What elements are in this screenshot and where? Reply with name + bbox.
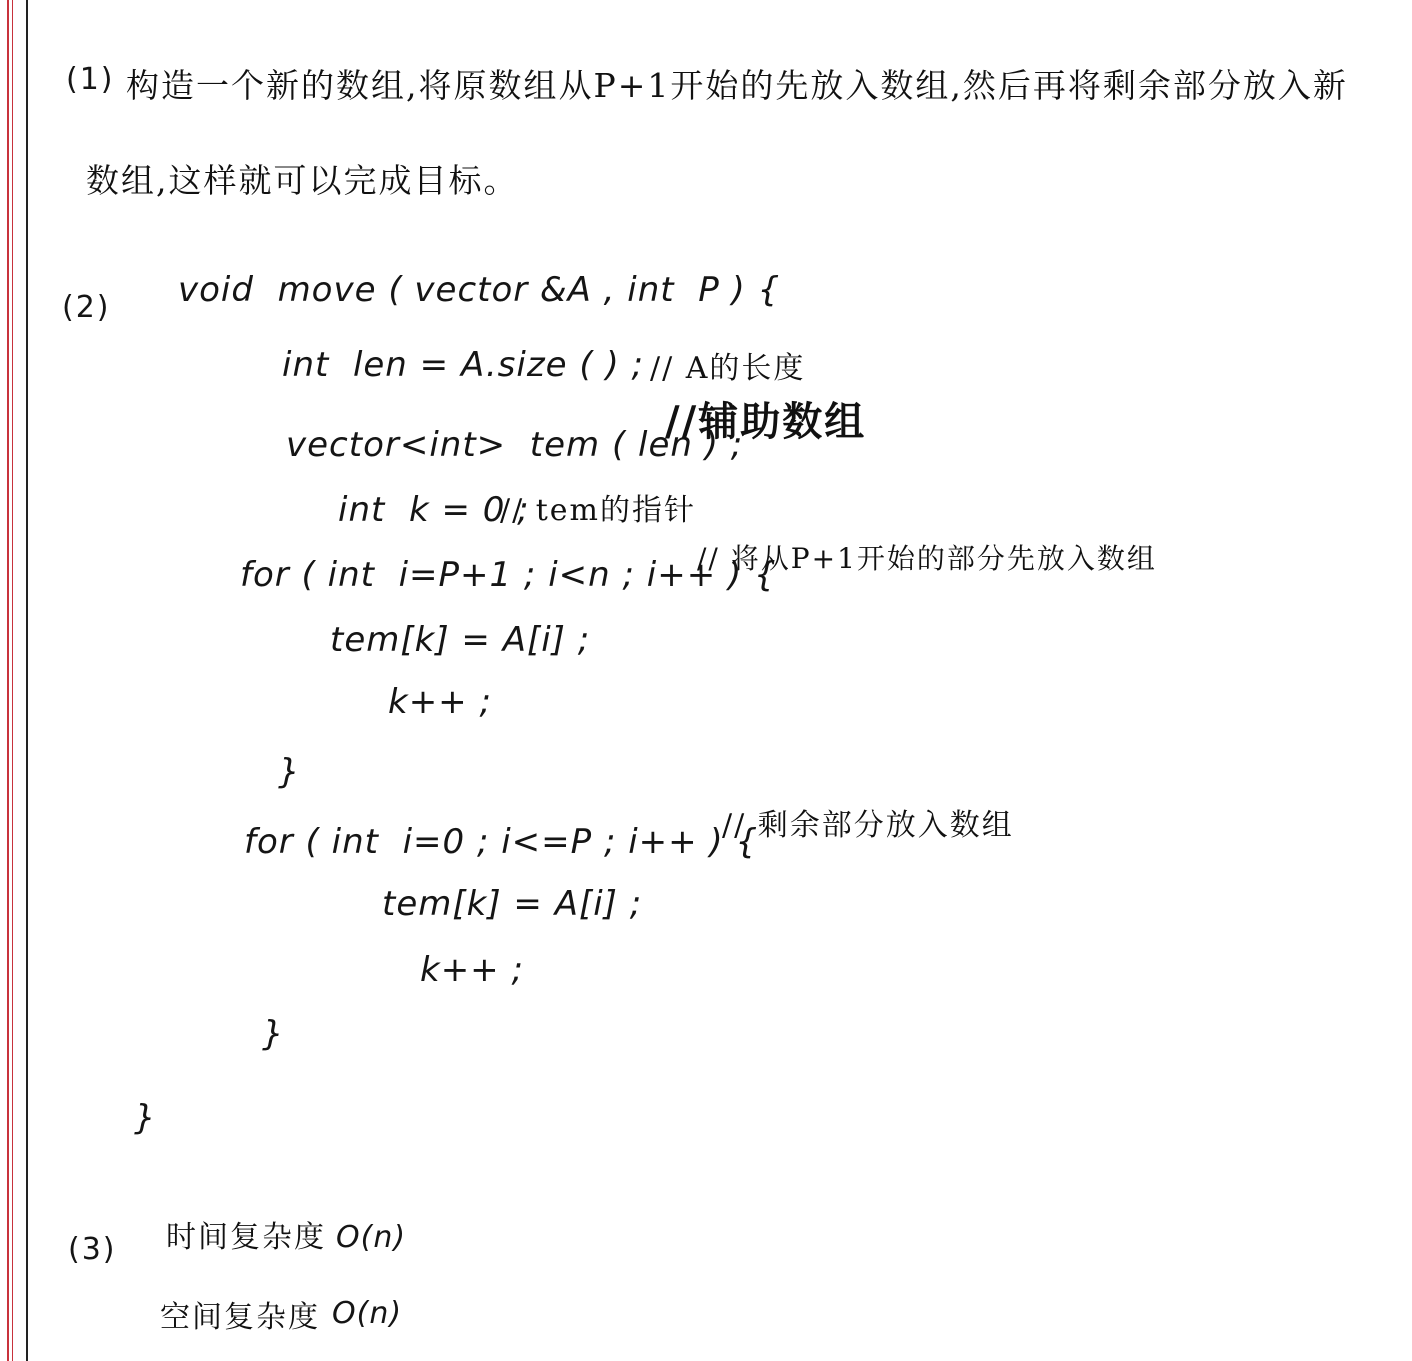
for-loop-1-comment: // 将从P+1开始的部分先放入数组 (697, 542, 1157, 575)
increment-1: k++ ; (388, 682, 492, 722)
time-complexity-value: O(n) (336, 1220, 407, 1255)
close-brace-1: } (278, 752, 301, 792)
k-declaration: int k = 0 ; (338, 490, 530, 530)
space-complexity-value: O(n) (332, 1296, 403, 1331)
close-brace-2: } (262, 1014, 285, 1054)
part1-label: (1) (66, 62, 115, 97)
tem-comment: //辅助数组 (665, 398, 867, 445)
part3-label: (3) (68, 1232, 117, 1267)
increment-2: k++ ; (420, 950, 524, 990)
for-loop-2-comment: // 剩余部分放入数组 (722, 808, 1014, 843)
function-signature: void move ( vector &A , int P ) { (178, 270, 781, 310)
margin-red-line-inner (12, 0, 13, 1361)
for-loop-1: for ( int i=P+1 ; i<n ; i++ ) { (240, 555, 777, 595)
tem-declaration: vector<int> tem ( len ) ; (286, 425, 744, 465)
k-comment: // tem的指针 (500, 493, 697, 528)
part1-line2: 数组,这样就可以完成目标。 (86, 161, 519, 200)
close-brace-function: } (134, 1098, 157, 1138)
assign-1: tem[k] = A[i] ; (330, 620, 591, 660)
part1-line1: 构造一个新的数组,将原数组从P+1开始的先放入数组,然后再将剩余部分放入新 (126, 66, 1348, 105)
margin-black-line (26, 0, 28, 1361)
space-complexity-label: 空间复杂度 (160, 1300, 320, 1335)
part2-label: (2) (62, 290, 111, 325)
margin-red-line (7, 0, 9, 1361)
assign-2: tem[k] = A[i] ; (382, 884, 643, 924)
len-declaration: int len = A.size ( ) ; (282, 345, 644, 385)
len-comment: // A的长度 (650, 351, 806, 386)
time-complexity-label: 时间复杂度 (166, 1220, 326, 1255)
for-loop-2: for ( int i=0 ; i<=P ; i++ ) { (244, 822, 759, 862)
